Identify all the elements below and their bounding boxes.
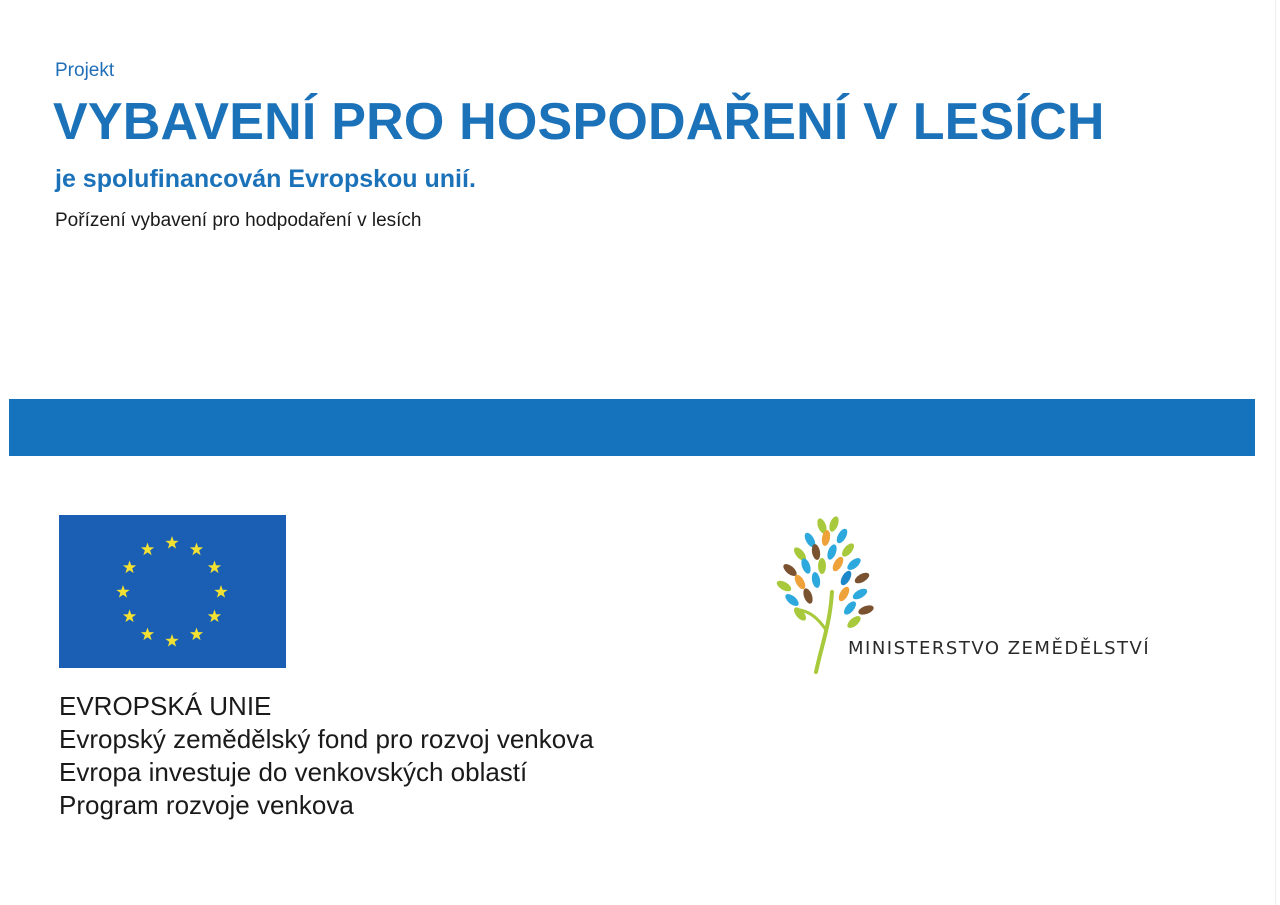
tree-leaf-icon xyxy=(802,587,815,605)
project-title: VYBAVENÍ PRO HOSPODAŘENÍ V LESÍCH xyxy=(53,93,1105,151)
tree-leaf-icon xyxy=(826,543,839,561)
eu-line-fund: Evropský zemědělský fond pro rozvoj venkova xyxy=(59,724,594,754)
project-description: Pořízení vybavení pro hodpodaření v lesích xyxy=(55,210,422,231)
tree-leaf-icon xyxy=(842,599,858,616)
tree-leaf-icon xyxy=(845,556,862,572)
tree-leaf-icon xyxy=(811,571,822,588)
ministry-name: MINISTERSTVO ZEMĚDĚLSTVÍ xyxy=(848,638,1151,659)
tree-leaf-icon xyxy=(853,571,871,586)
tree-leaf-icon xyxy=(845,614,862,630)
tree-leaf-icon xyxy=(783,592,800,608)
tree-leaf-icon xyxy=(792,605,808,622)
tree-leaf-icon xyxy=(851,587,869,602)
cofinancing-statement: je spolufinancován Evropskou unií. xyxy=(55,165,476,193)
eu-line-title: EVROPSKÁ UNIE xyxy=(59,691,272,721)
blue-divider-band xyxy=(9,399,1255,456)
eu-line-program: Program rozvoje venkova xyxy=(59,790,354,820)
project-label: Projekt xyxy=(55,60,115,81)
tree-leaf-icon xyxy=(839,569,854,587)
eu-flag-icon xyxy=(59,515,286,668)
eu-text-block xyxy=(59,690,594,822)
tree-leaf-icon xyxy=(775,579,793,594)
tree-leaf-icon xyxy=(840,541,856,558)
tree-leaf-icon xyxy=(835,527,850,545)
tree-leaf-icon xyxy=(828,515,841,533)
ministry-logo xyxy=(770,514,1151,674)
page-edge xyxy=(1275,0,1276,905)
eu-line-slogan: Evropa investuje do venkovských oblastí xyxy=(59,757,528,787)
tree-leaf-icon xyxy=(857,604,875,617)
tree-leaf-icon xyxy=(818,558,826,574)
tree-leaf-icon xyxy=(837,585,852,603)
